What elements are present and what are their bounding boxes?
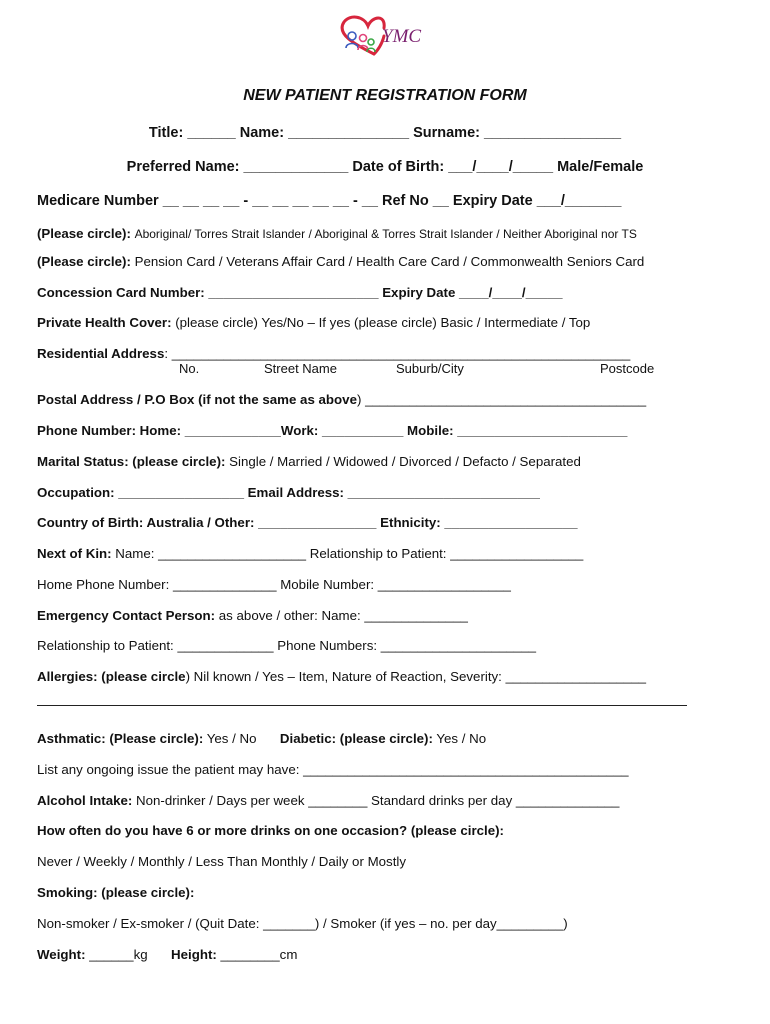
addr-suburb-label: Suburb/City <box>396 361 464 376</box>
medicare-row[interactable]: Medicare Number __ __ __ __ - __ __ __ __ __ - __ Ref No __ Expiry Date ___/_______ <box>37 193 622 209</box>
alcohol-fields[interactable]: Non-drinker / Days per week ________ Standard drinks per day ______________ <box>132 793 620 808</box>
marital-options[interactable]: Single / Married / Widowed / Divorced / Defacto / Separated <box>225 454 581 469</box>
diabetic-options[interactable]: Yes / No <box>432 731 487 746</box>
residential-label: Residential Address <box>37 346 165 361</box>
height-label: Height: <box>171 947 217 962</box>
preferred-name-row[interactable]: Preferred Name: _____________ Date of Birth: ___/____/_____ Male/Female <box>126 159 644 175</box>
phone-row[interactable]: Phone Number: Home: _____________Work: ___________ Mobile: _______________________ <box>37 423 628 438</box>
smoking-label: Smoking: (please circle): <box>37 885 195 900</box>
card-type-label: (Please circle): <box>37 254 131 269</box>
asthmatic-diabetic-row[interactable] <box>37 731 758 746</box>
concession-row[interactable]: Concession Card Number: _______________________ Expiry Date ____/____/_____ <box>37 285 563 300</box>
allergies-fields[interactable]: ) Nil known / Yes – Item, Nature of Reaction, Severity: ___________________ <box>185 669 647 684</box>
home-phone-row[interactable]: Home Phone Number: ______________ Mobile Number: __________________ <box>37 577 511 592</box>
private-health-row[interactable] <box>37 315 758 330</box>
marital-label: Marital Status: (please circle): <box>37 454 226 469</box>
indigenous-label: (Please circle): <box>37 226 131 241</box>
addr-no-label: No. <box>179 361 200 376</box>
diabetic-label: Diabetic: (please circle): <box>279 731 433 746</box>
occupation-row[interactable]: Occupation: _________________ Email Address: __________________________ <box>37 485 540 500</box>
card-type-row[interactable] <box>37 254 758 269</box>
ongoing-issues-row[interactable]: List any ongoing issue the patient may have: ____________________________________________ <box>37 762 629 777</box>
form-title: NEW PATIENT REGISTRATION FORM <box>243 87 527 104</box>
addr-postcode-label: Postcode <box>600 361 655 376</box>
private-health-options[interactable]: (please circle) Yes/No – If yes (please circle) Basic / Intermediate / Top <box>175 315 591 330</box>
binge-question: How often do you have 6 or more drinks on one occasion? (please circle): <box>37 823 504 838</box>
binge-options[interactable]: Never / Weekly / Monthly / Less Than Monthly / Daily or Mostly <box>37 854 406 869</box>
allergies-label: Allergies: (please circle <box>37 669 186 684</box>
asthmatic-options[interactable]: Yes / No <box>203 731 257 746</box>
weight-label: Weight: <box>37 947 86 962</box>
allergies-continuation-line[interactable] <box>37 705 687 706</box>
residential-blank[interactable]: : ______________________________________________________________ <box>164 346 631 361</box>
country-row[interactable]: Country of Birth: Australia / Other: ________________ Ethnicity: __________________ <box>37 515 578 530</box>
allergies-row[interactable] <box>37 669 758 684</box>
emergency-contact-row[interactable] <box>37 608 758 623</box>
kin-label: Next of Kin: <box>37 546 112 561</box>
emergency-label: Emergency Contact Person: <box>37 608 216 623</box>
indigenous-status-row[interactable] <box>37 226 758 241</box>
relationship-row[interactable]: Relationship to Patient: _____________ Phone Numbers: _____________________ <box>37 638 537 653</box>
alcohol-row[interactable] <box>37 793 758 808</box>
emergency-fields[interactable]: as above / other: Name: ______________ <box>215 608 468 623</box>
asthmatic-label: Asthmatic: (Please circle): <box>37 731 204 746</box>
logo-text: YMC <box>382 26 422 47</box>
height-field[interactable]: ________cm <box>216 947 298 962</box>
residential-address-row[interactable] <box>37 346 758 361</box>
marital-status-row[interactable] <box>37 454 758 469</box>
postal-blank[interactable]: ) ______________________________________ <box>356 392 647 407</box>
weight-field[interactable]: ______kg <box>85 947 148 962</box>
postal-address-row[interactable] <box>37 392 758 407</box>
next-of-kin-row[interactable] <box>37 546 758 561</box>
alcohol-label: Alcohol Intake: <box>37 793 133 808</box>
private-health-label: Private Health Cover: <box>37 315 172 330</box>
kin-fields[interactable]: Name: ____________________ Relationship to Patient: __________________ <box>111 546 584 561</box>
indigenous-options[interactable]: Aboriginal/ Torres Strait Islander / Aboriginal & Torres Strait Islander / Neither Aboriginal nor TS <box>134 227 637 241</box>
smoking-options[interactable]: Non-smoker / Ex-smoker / (Quit Date: _______) / Smoker (if yes – no. per day_________) <box>37 916 568 931</box>
title-name-row[interactable]: Title: ______ Name: _______________ Surname: _________________ <box>148 125 622 141</box>
weight-height-row[interactable] <box>37 947 758 962</box>
card-type-options[interactable]: Pension Card / Veterans Affair Card / Health Care Card / Commonwealth Seniors Card <box>134 254 645 269</box>
postal-label: Postal Address / P.O Box (if not the same as above <box>37 392 357 407</box>
addr-street-label: Street Name <box>264 361 337 376</box>
